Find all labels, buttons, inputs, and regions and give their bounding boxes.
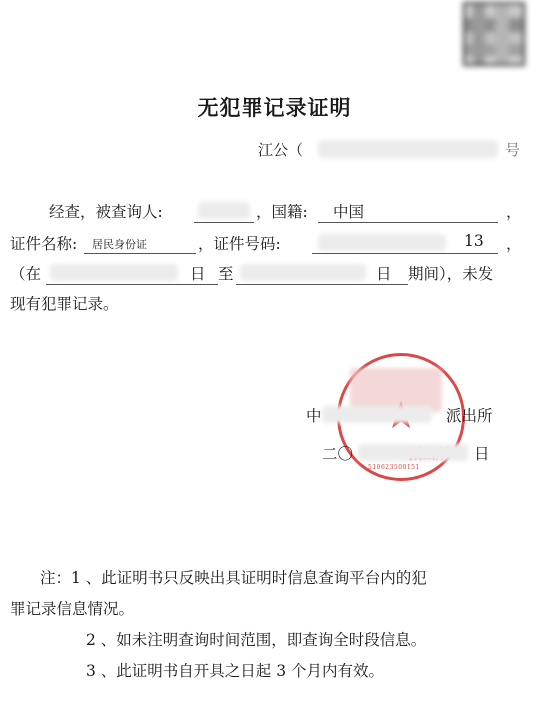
label-document-type: 证件名称: bbox=[10, 235, 78, 253]
qr-code bbox=[463, 2, 525, 66]
note-1-line-2: 罪记录信息情况。 bbox=[10, 600, 135, 618]
reference-redacted bbox=[318, 140, 498, 158]
issuer-redacted bbox=[322, 406, 432, 423]
start-day-label: 日 bbox=[190, 265, 206, 283]
conclusion-text: 现有犯罪记录。 bbox=[10, 295, 119, 313]
nationality-value: 中国 bbox=[333, 203, 365, 221]
document-number-tail: 13 bbox=[464, 232, 484, 250]
start-date-underline bbox=[46, 284, 218, 285]
reference-prefix: 江公（ bbox=[258, 141, 304, 159]
period-open: （在 bbox=[10, 265, 42, 283]
end-day-label: 日 bbox=[376, 265, 392, 283]
issuer-suffix: 派出所 bbox=[446, 407, 493, 425]
period-to: 至 bbox=[218, 265, 234, 283]
date-suffix: 日 bbox=[474, 445, 490, 463]
queried-person-underline bbox=[194, 222, 254, 223]
period-close: 期间），未发 bbox=[408, 265, 494, 283]
nationality-underline bbox=[318, 222, 498, 223]
start-date-redacted bbox=[50, 264, 178, 281]
document-type-underline bbox=[84, 253, 196, 254]
note-3: 3 、此证明书自开具之日起 3 个月内有效。 bbox=[86, 662, 385, 680]
document-title: 无犯罪记录证明 bbox=[197, 95, 352, 120]
line1-end: ， bbox=[506, 203, 522, 221]
label-document-number: ，证件号码: bbox=[198, 235, 281, 253]
date-prefix: 二〇 bbox=[322, 445, 354, 463]
end-date-redacted bbox=[240, 264, 366, 281]
line2-end: ， bbox=[506, 235, 522, 253]
queried-person-redacted bbox=[198, 202, 250, 219]
note-2: 2 、如未注明查询时间范围，即查询全时段信息。 bbox=[86, 631, 427, 649]
reference-suffix: 号 bbox=[505, 141, 521, 159]
document-number-redacted bbox=[318, 234, 446, 251]
end-date-underline bbox=[236, 284, 408, 285]
document-type-value: 居民身份证 bbox=[92, 238, 147, 251]
issuer-prefix: 中 bbox=[306, 407, 322, 425]
label-nationality: ，国籍: bbox=[256, 203, 308, 221]
note-1-line-1: 注：1 、此证明书只反映出具证明时信息查询平台内的犯 bbox=[40, 569, 427, 587]
date-redacted bbox=[358, 444, 468, 461]
label-queried-person: 经查，被查询人: bbox=[49, 203, 163, 221]
document-number-underline bbox=[312, 253, 498, 254]
seal-number: 510623500151 bbox=[368, 464, 420, 471]
